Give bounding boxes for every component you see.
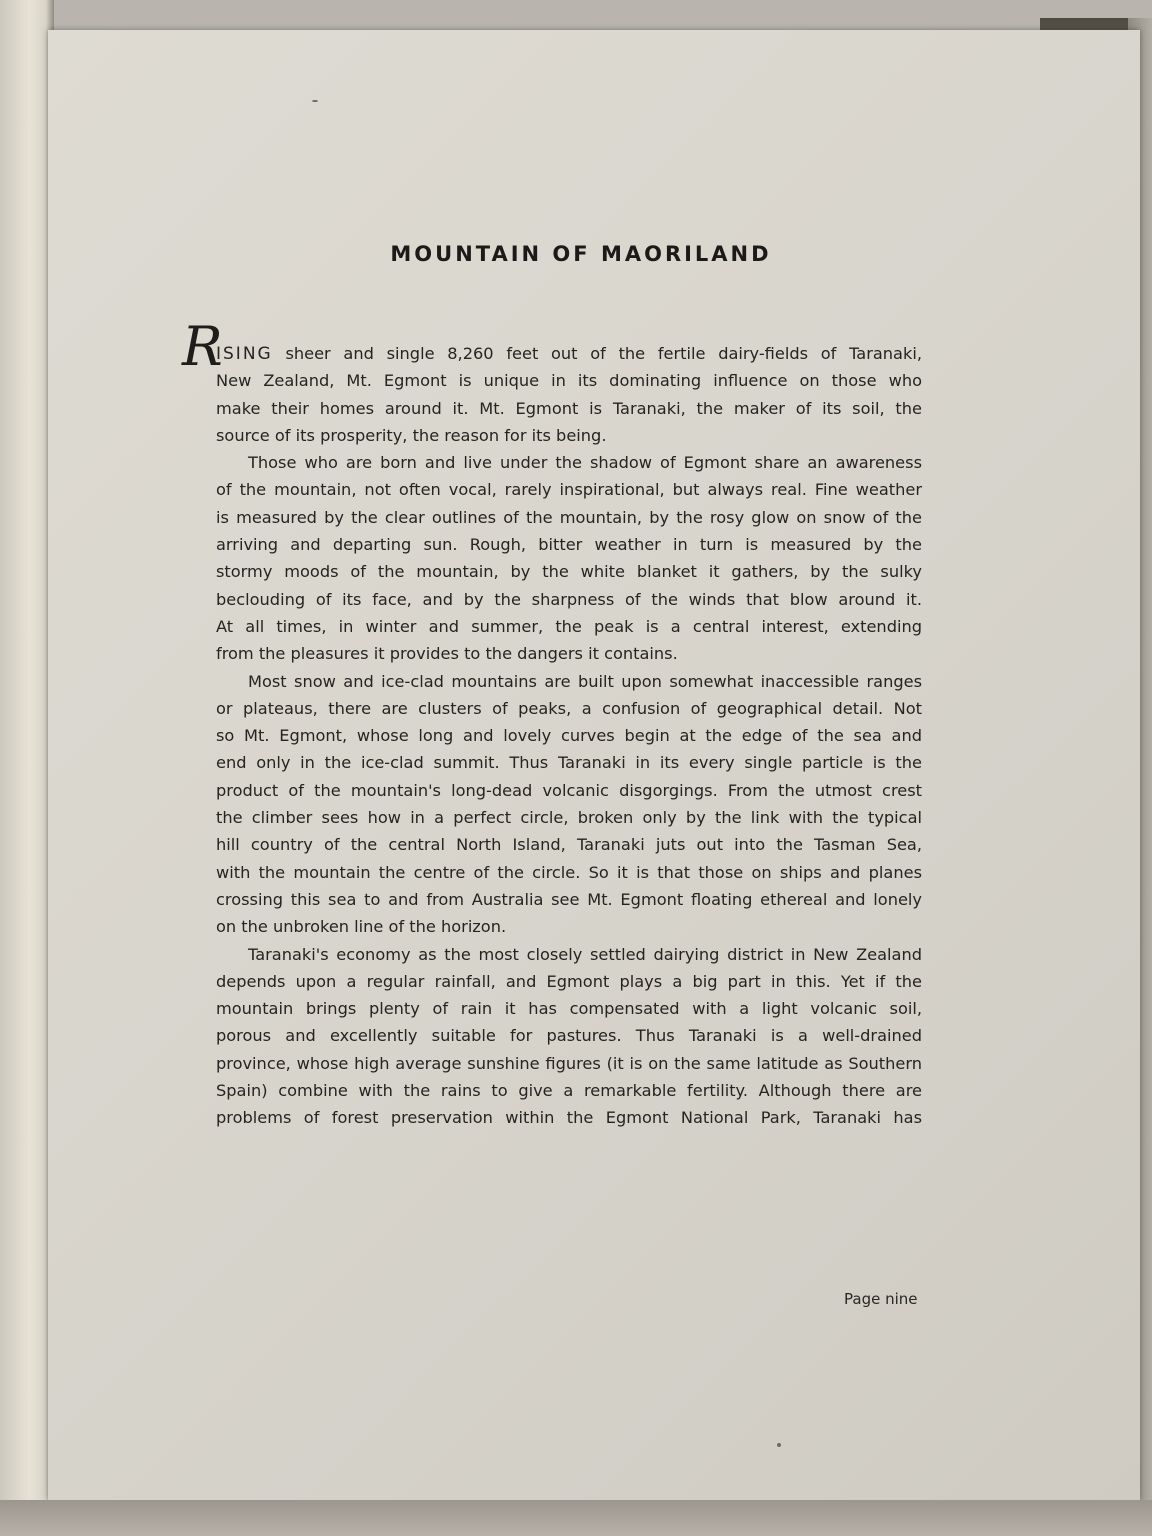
page-bottom-shadow	[0, 1500, 1152, 1536]
text-line: end only in the ice-clad summit. Thus Taranaki in its every single particle is the	[216, 753, 922, 773]
text-line: province, whose high average sunshine figures (it is on the same latitude as Southern	[216, 1053, 922, 1073]
drop-cap: R	[182, 315, 223, 378]
text-line: porous and excellently suitable for pastures. Thus Taranaki is a well-drained	[216, 1026, 922, 1046]
paper-speck	[777, 1443, 781, 1447]
text-line-1	[182, 315, 922, 378]
text-line: product of the mountain's long-dead volcanic disgorgings. From the utmost crest	[216, 780, 922, 800]
text-line: Those who are born and live under the shadow of Egmont share an awareness	[248, 453, 922, 473]
text-line: so Mt. Egmont, whose long and lovely curves begin at the edge of the sea and	[216, 726, 922, 746]
text-line: or plateaus, there are clusters of peaks, a confusion of geographical detail. Not	[216, 698, 922, 718]
text-line: depends upon a regular rainfall, and Egmont plays a big part in this. Yet if the	[216, 971, 922, 991]
text-line: of the mountain, not often vocal, rarely inspirational, but always real. Fine weather	[216, 480, 922, 500]
text-line: New Zealand, Mt. Egmont is unique in its dominating influence on those who	[216, 371, 922, 391]
text-line: from the pleasures it provides to the dangers it contains.	[216, 644, 678, 664]
body-text	[182, 315, 922, 1132]
paper-speck	[312, 100, 318, 102]
text-line: with the mountain the centre of the circle. So it is that those on ships and planes	[216, 862, 922, 882]
text-line: source of its prosperity, the reason for its being.	[216, 425, 607, 445]
text-line: on the unbroken line of the horizon.	[216, 917, 507, 937]
text-line: Spain) combine with the rains to give a remarkable fertility. Although there are	[216, 1081, 922, 1101]
text-line: arriving and departing sun. Rough, bitter weather in turn is measured by the	[216, 535, 922, 555]
text-line: Most snow and ice-clad mountains are built upon somewhat inaccessible ranges	[248, 671, 922, 691]
page-number: Page nine	[844, 1290, 918, 1308]
text-line: stormy moods of the mountain, by the white blanket it gathers, by the sulky	[216, 562, 922, 582]
text-line-1-rest: sheer and single 8,260 feet out of the fertile dairy-fields of Taranaki,	[272, 344, 922, 363]
text-line: hill country of the central North Island, Taranaki juts out into the Tasman Sea,	[216, 835, 922, 855]
text-line: is measured by the clear outlines of the mountain, by the rosy glow on snow of the	[216, 507, 922, 527]
text-line: beclouding of its face, and by the sharpness of the winds that blow around it.	[216, 589, 922, 609]
text-line: crossing this sea to and from Australia see Mt. Egmont floating ethereal and lonely	[216, 889, 922, 909]
page-title: MOUNTAIN OF MAORILAND	[390, 242, 772, 266]
text-line: the climber sees how in a perfect circle, broken only by the link with the typical	[216, 808, 922, 828]
first-word-smallcaps: ISING	[216, 344, 273, 364]
text-line: mountain brings plenty of rain it has compensated with a light volcanic soil,	[216, 999, 922, 1019]
text-line: make their homes around it. Mt. Egmont is Taranaki, the maker of its soil, the	[216, 398, 922, 418]
text-line: At all times, in winter and summer, the peak is a central interest, extending	[216, 616, 922, 636]
left-facing-page	[0, 0, 54, 1536]
text-line: Taranaki's economy as the most closely settled dairying district in New Zealand	[248, 944, 922, 964]
text-line: problems of forest preservation within the Egmont National Park, Taranaki has	[216, 1108, 922, 1128]
